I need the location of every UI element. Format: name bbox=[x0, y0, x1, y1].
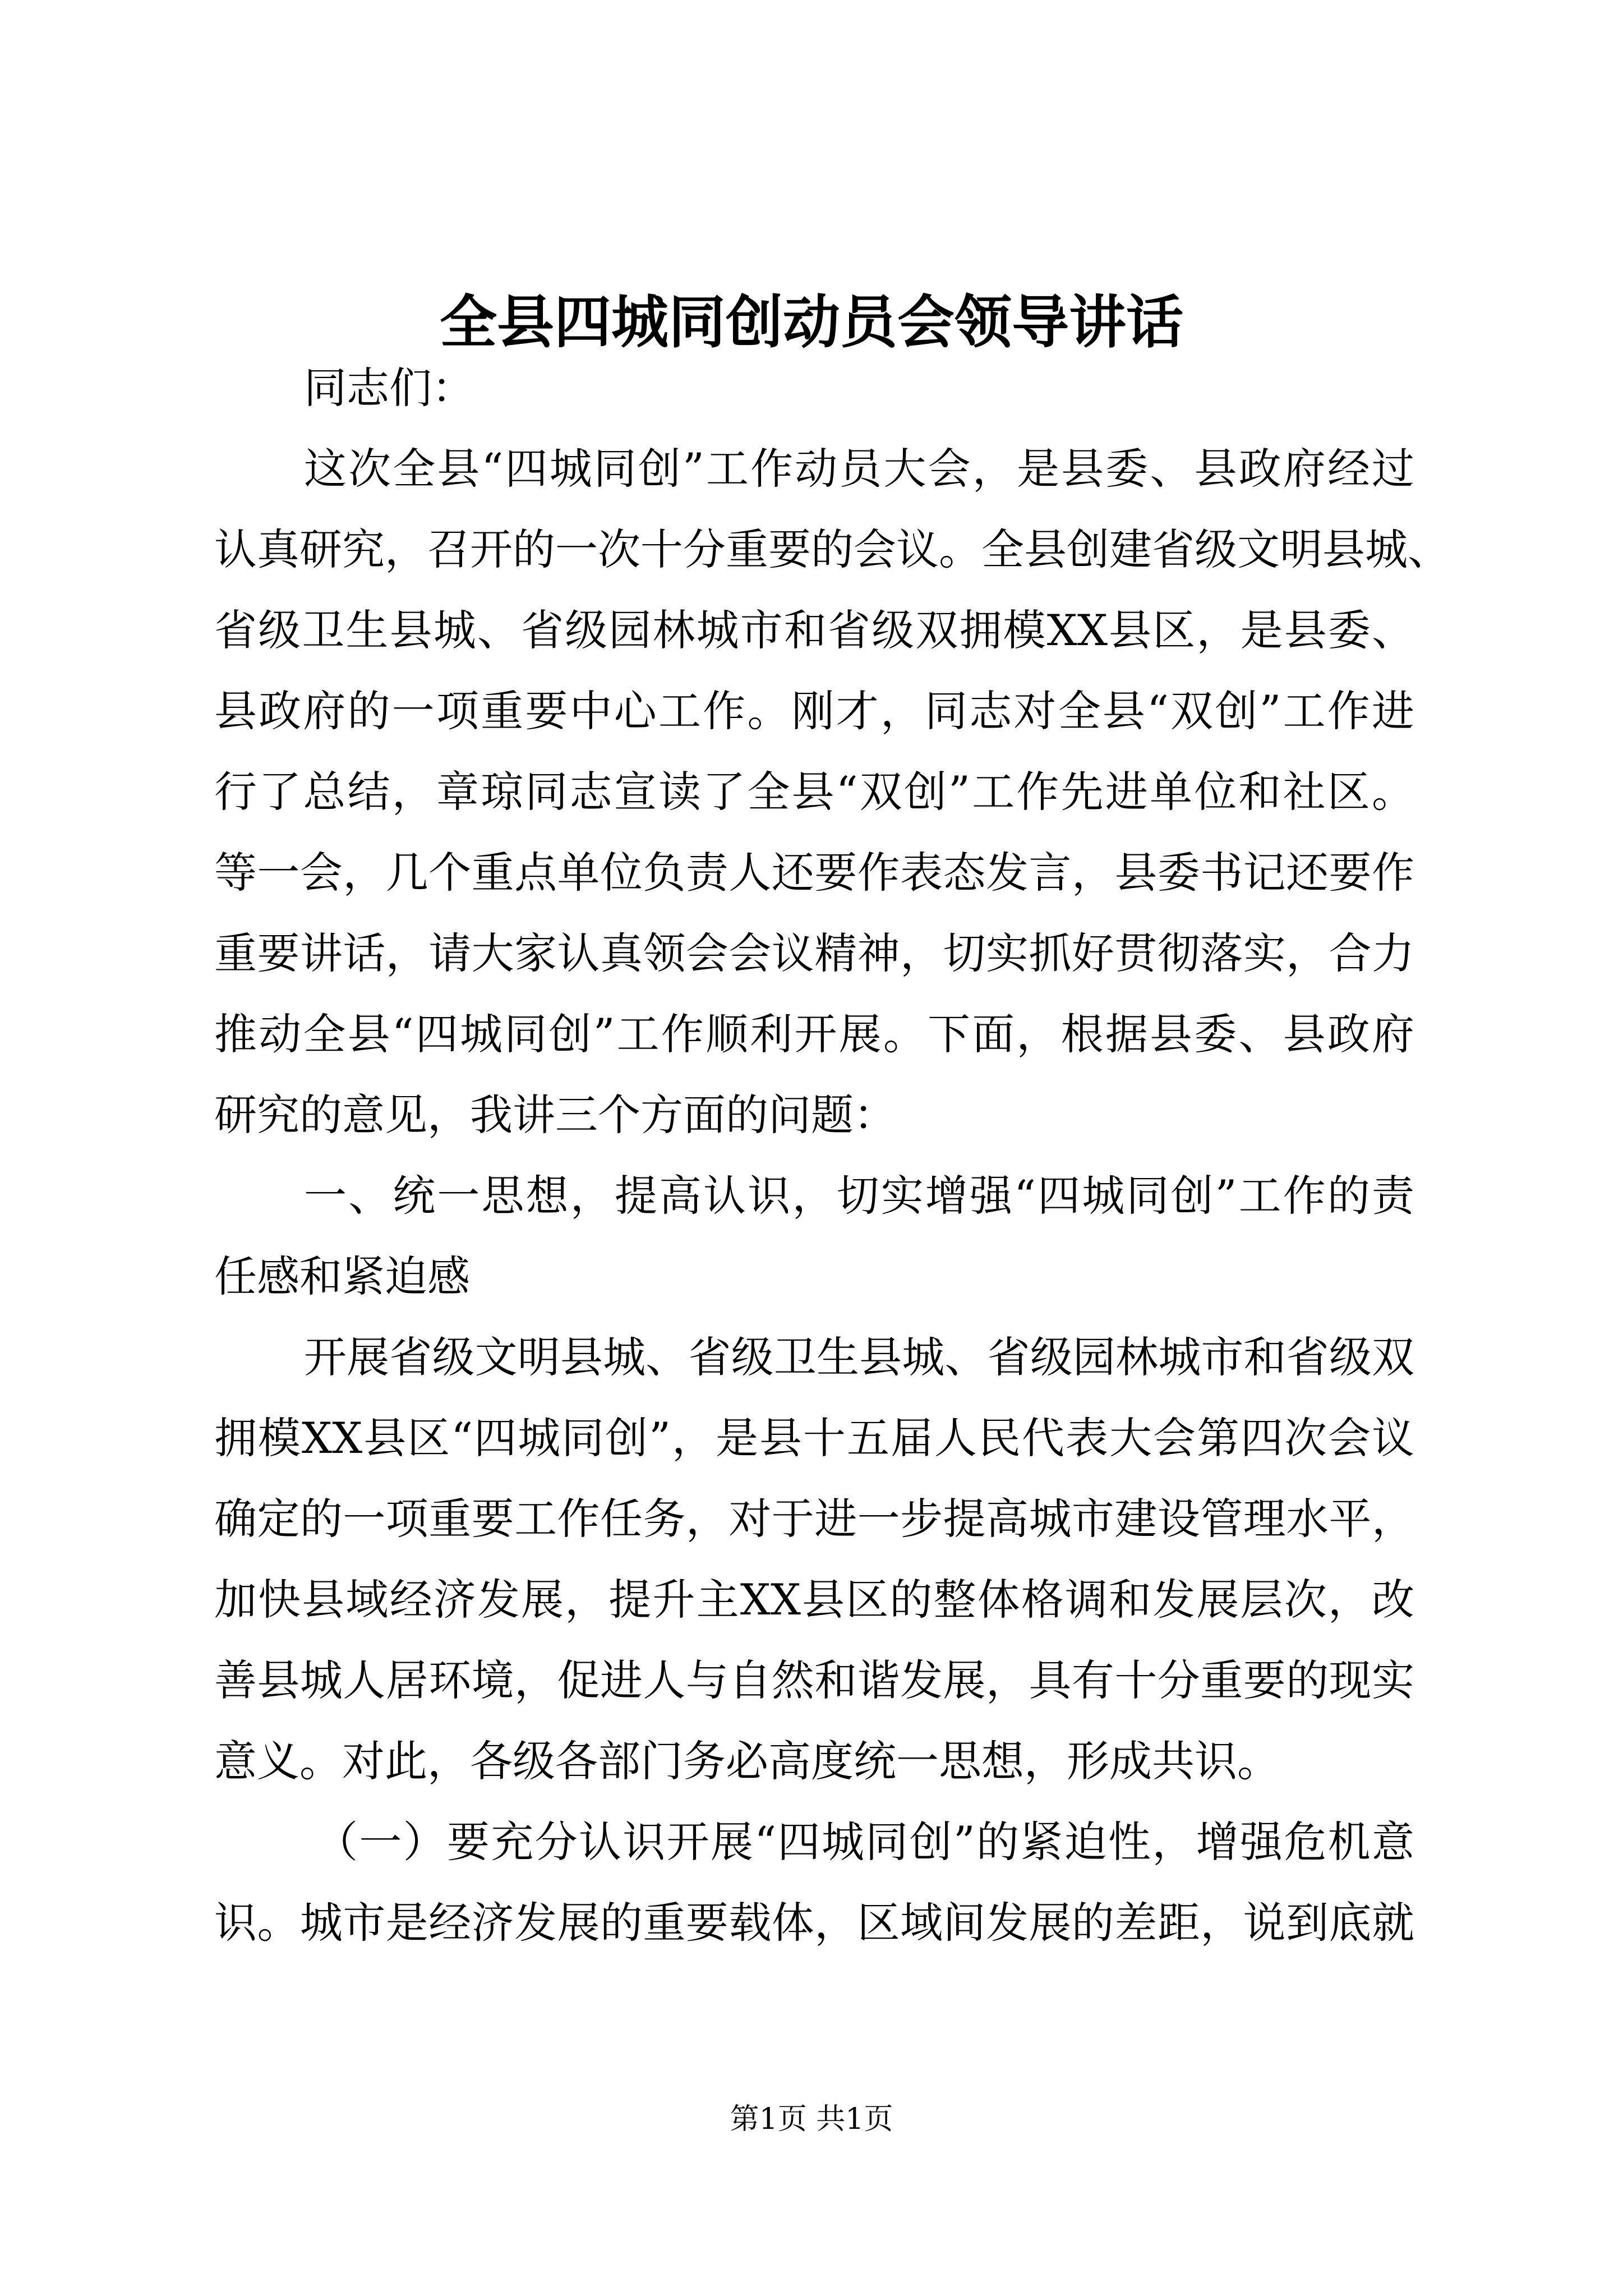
section-heading-line: 一、统一思想，提高认识，切实增强“四城同创”工作的责 bbox=[304, 1171, 1414, 1221]
page-footer: 第1页 共1页 bbox=[730, 2102, 893, 2136]
body-line: 识。城市是经济发展的重要载体，区域间发展的差距，说到底就 bbox=[214, 1898, 1414, 1948]
body-line: 意义。对此，各级各部门务必高度统一思想，形成共识。 bbox=[214, 1736, 1280, 1786]
body-line: 行了总结，章琼同志宣读了全县“双创”工作先进单位和社区。 bbox=[214, 767, 1414, 817]
body-line: 县政府的一项重要中心工作。刚才，同志对全县“双创”工作进 bbox=[214, 686, 1414, 736]
body-line: 开展省级文明县城、省级卫生县城、省级园林城市和省级双 bbox=[304, 1332, 1414, 1382]
body-line: 重要讲话，请大家认真领会会议精神，切实抓好贯彻落实，合力 bbox=[214, 928, 1414, 978]
body-line: 推动全县“四城同创”工作顺利开展。下面，根据县委、县政府 bbox=[214, 1009, 1414, 1059]
body-line: 善县城人居环境，促进人与自然和谐发展，具有十分重要的现实 bbox=[214, 1655, 1414, 1705]
body-line: 等一会，几个重点单位负责人还要作表态发言，县委书记还要作 bbox=[214, 848, 1414, 898]
body-line: 加快县域经济发展，提升主XX县区的整体格调和发展层次，改 bbox=[214, 1575, 1414, 1625]
body-line: 认真研究，召开的一次十分重要的会议。全县创建省级文明县城、 bbox=[214, 524, 1450, 574]
body-line: 拥模XX县区“四城同创”，是县十五届人民代表大会第四次会议 bbox=[214, 1413, 1414, 1463]
body-line: 研究的意见，我讲三个方面的问题： bbox=[214, 1090, 896, 1140]
salutation: 同志们： bbox=[304, 363, 474, 413]
document-body bbox=[214, 348, 1450, 1963]
body-line: 这次全县“四城同创”工作动员大会，是县委、县政府经过 bbox=[304, 444, 1414, 494]
body-line: 确定的一项重要工作任务，对于进一步提高城市建设管理水平， bbox=[214, 1494, 1414, 1544]
section-heading-line: 任感和紧迫感 bbox=[214, 1251, 470, 1301]
document-title: 全县四城同创动员会领导讲话 bbox=[440, 289, 1183, 356]
subsection-line: （一）要充分认识开展“四城同创”的紧迫性，增强危机意 bbox=[315, 1817, 1414, 1867]
body-line: 省级卫生县城、省级园林城市和省级双拥模XX县区，是县委、 bbox=[214, 605, 1414, 655]
